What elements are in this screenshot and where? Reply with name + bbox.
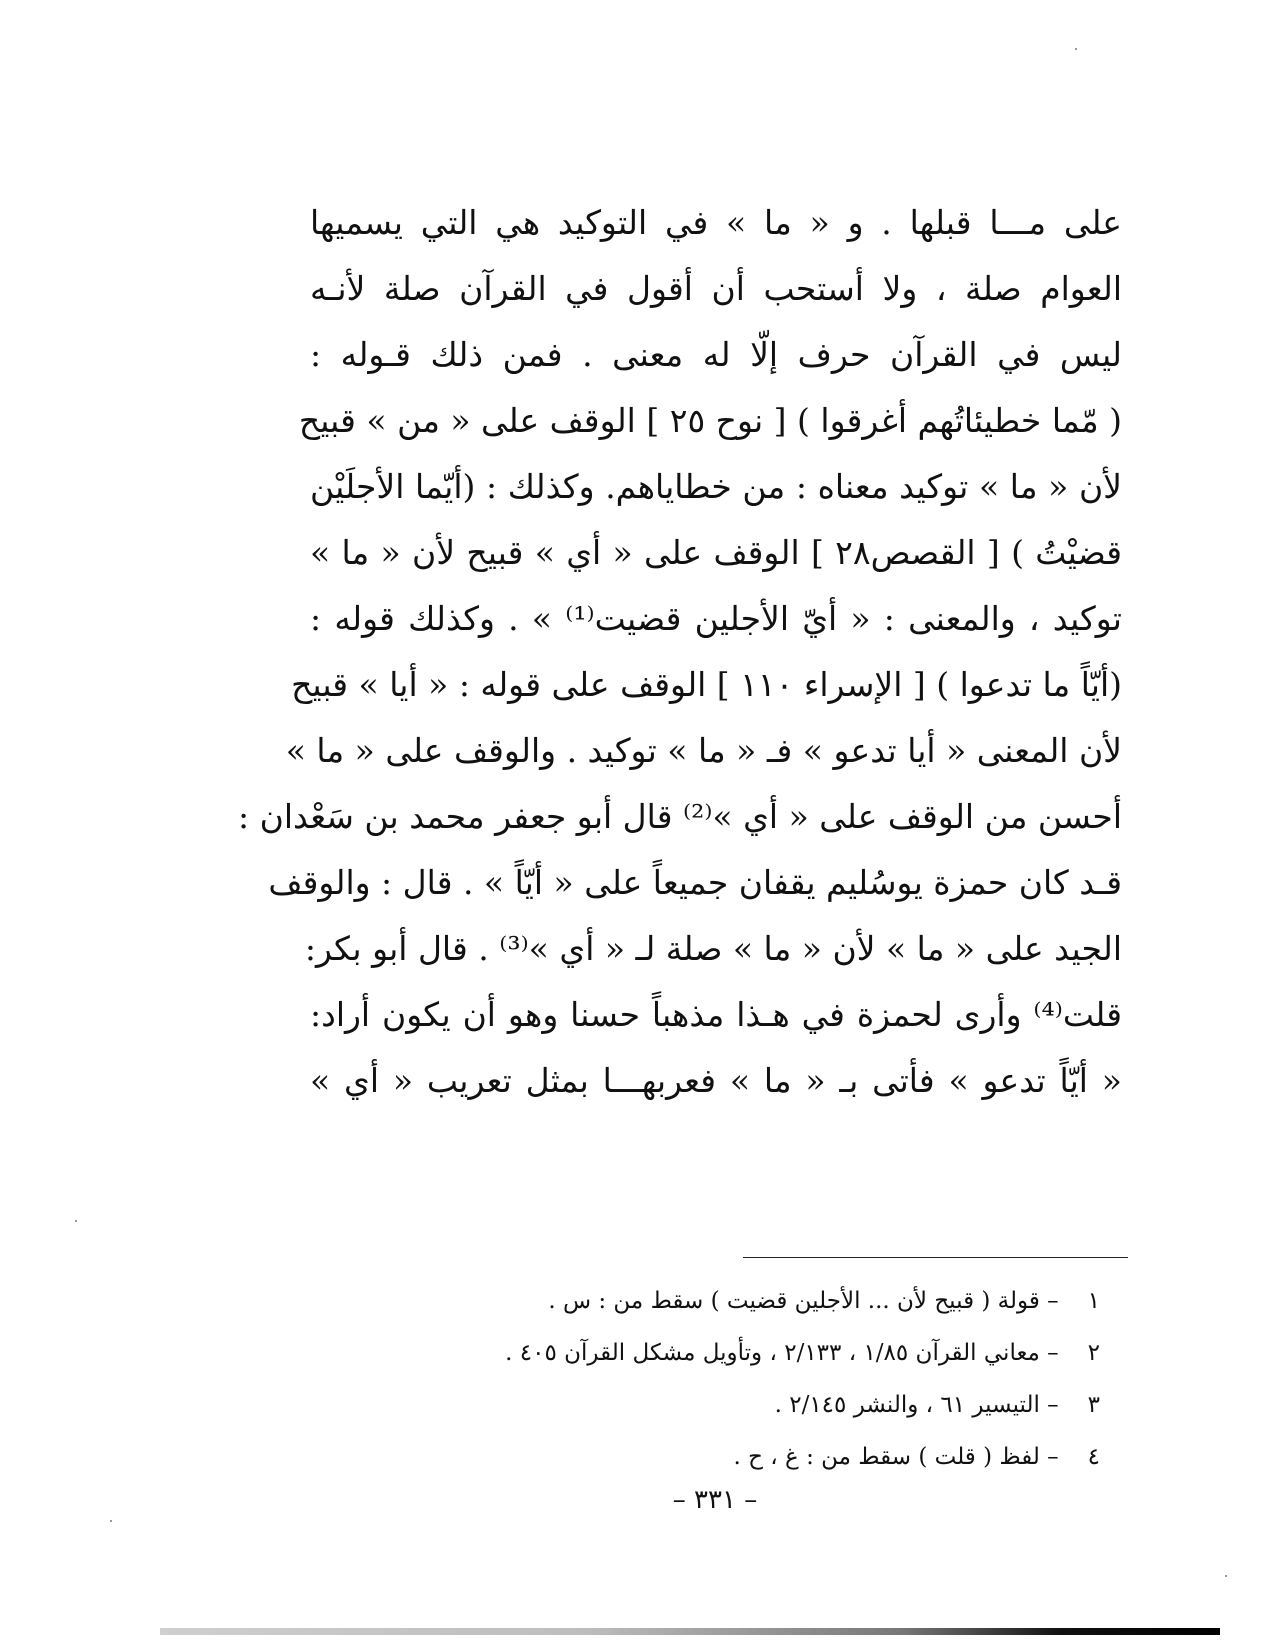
- footnote: [330, 1275, 1100, 1327]
- footnote-number: ٣: [1087, 1392, 1100, 1418]
- footnote-text: – التيسير ٦١ ، والنشر ٢/١٤٥ .: [774, 1392, 1059, 1418]
- footnote-text: – معاني القرآن ١/٨٥ ، ٢/١٣٣ ، وتأويل مشكل القرآن ٤٠٥ .: [505, 1340, 1059, 1366]
- footnote: [330, 1431, 1100, 1483]
- scan-speck: [1225, 1575, 1227, 1577]
- scan-edge-bar: [160, 1628, 1220, 1635]
- page-number: – ٣٣١ –: [672, 1485, 758, 1515]
- scan-speck: [110, 1520, 112, 1522]
- footnote-number: ٢: [1087, 1340, 1100, 1366]
- footnote: [330, 1379, 1100, 1431]
- text-line: على مـــا قبلها . و « ما » في التوكيد هي التي يسميها: [310, 203, 1122, 242]
- scan-speck: [1075, 48, 1077, 50]
- text-line: العوام صلة ، ولا أستحب أن أقول في القرآن صلة لأنـه: [310, 269, 1122, 308]
- text-line: الجيد على « ما » لأن « ما » صلة لـ « أي »⁽³⁾ . قال أبو بكر:: [304, 929, 1122, 968]
- text-line: لأن المعنى « أيا تدعو » فـ « ما » توكيد . والوقف على « ما »: [285, 731, 1122, 770]
- footnotes: [330, 1275, 1100, 1483]
- footnote-text: – قولة ( قبيح لأن ... الأجلين قضيت ) سقط من : س .: [548, 1288, 1059, 1314]
- text-line: أحسن من الوقف على « أي »⁽²⁾ قال أبو جعفر محمد بن سَعْدان :: [238, 797, 1122, 836]
- footnote-text: – لفظ ( قلت ) سقط من : غ ، ح .: [733, 1444, 1059, 1470]
- footnote-separator: [743, 1257, 1128, 1258]
- text-line: « أيّاً تدعو » فأتى بـ « ما » فعربهـــا بمثل تعريب « أي »: [310, 1061, 1122, 1100]
- scan-speck: [75, 1220, 77, 1222]
- text-line: قـد كان حمزة يوسُليم يقفان جميعاً على « أيّاً » . قال : والوقف: [268, 863, 1122, 902]
- footnote-number: ٤: [1087, 1444, 1100, 1470]
- footnote-number: ١: [1087, 1288, 1100, 1314]
- text-line: قضيْتُ ) [ القصص٢٨ ] الوقف على « أي » قبيح لأن « ما »: [310, 533, 1123, 572]
- text-line: (أيّاً ما تدعوا ) [ الإسراء ١١٠ ] الوقف على قوله : « أيا » قبيح: [291, 665, 1122, 704]
- text-line: ليس في القرآن حرف إلّا له معنى . فمن ذلك قـوله :: [310, 335, 1122, 374]
- main-text: [238, 190, 1123, 1114]
- text-line: لأن « ما » توكيد معناه : من خطاياهم. وكذلك : (أيّما الأجلَيْن: [310, 467, 1122, 506]
- text-line: ( مّما خطيئاتُهم أغرقوا ) [ نوح ٢٥ ] الوقف على « من » قبيح: [298, 401, 1122, 440]
- footnote: [330, 1327, 1100, 1379]
- text-line: قلت⁽⁴⁾ وأرى لحمزة في هـذا مذهباً حسنا وهو أن يكون أراد:: [310, 995, 1122, 1034]
- text-line: توكيد ، والمعنى : « أيّ الأجلين قضيت⁽¹⁾ » . وكذلك قوله :: [310, 599, 1122, 638]
